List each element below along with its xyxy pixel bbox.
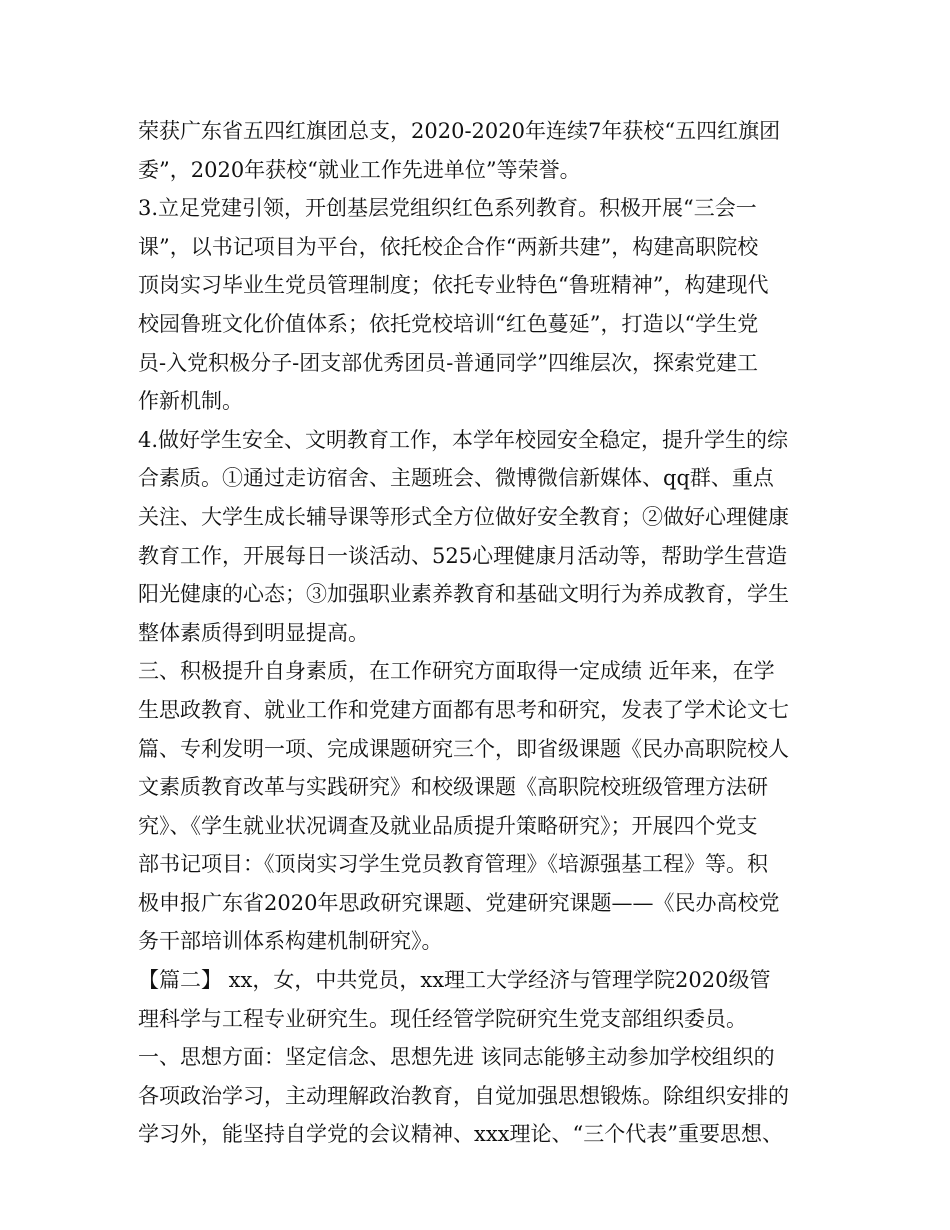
document-body: [138, 112, 828, 1154]
text-line: 阳光健康的心态；③加强职业素养教育和基础文明行为养成教育，学生: [138, 582, 789, 607]
text-line: 合素质。①通过走访宿舍、主题班会、微博微信新媒体、qq群、重点: [138, 466, 774, 491]
text-line: 三、积极提升自身素质，在工作研究方面取得一定成绩 近年来，在学: [138, 659, 775, 684]
text-line: 理科学与工程专业研究生。现任经管学院研究生党支部组织委员。: [138, 1006, 747, 1031]
text-line: 3.立足党建引领，开创基层党组织红色系列教育。积极开展“三会一: [138, 196, 757, 221]
text-line: 一、思想方面：坚定信念、思想先进 该同志能够主动参加学校组织的: [138, 1045, 775, 1070]
text-line: 整体素质得到明显提高。: [138, 620, 369, 645]
text-line: 【篇二】 xx，女，中共党员，xx理工大学经济与管理学院2020级管: [138, 968, 771, 993]
text-line: 篇、专利发明一项、完成课题研究三个，即省级课题《民办高职院校人: [138, 736, 789, 761]
text-line: 部书记项目：《顶岗实习学生党员教育管理》《培源强基工程》等。积: [138, 852, 768, 877]
text-line: 作新机制。: [138, 389, 243, 414]
text-line: 关注、大学生成长辅导课等形式全方位做好安全教育；②做好心理健康: [138, 504, 789, 529]
text-line: 生思政教育、就业工作和党建方面都有思考和研究，发表了学术论文七: [138, 697, 789, 722]
text-line: 务干部培训体系构建机制研究》。: [138, 929, 443, 954]
text-line: 课”，以书记项目为平台，依托校企合作“两新共建”，构建高职院校: [138, 234, 759, 259]
text-line: 4.做好学生安全、文明教育工作，本学年校园安全稳定，提升学生的综: [138, 427, 789, 452]
text-line: 学习外，能坚持自学党的会议精神、xxx理论、“三个代表”重要思想、: [138, 1122, 783, 1147]
text-line: 校园鲁班文化价值体系；依托党校培训“红色蔓延”，打造以“学生党: [138, 311, 759, 336]
text-line: 荣获广东省五四红旗团总支，2020-2020年连续7年获校“五四红旗团: [138, 119, 781, 143]
text-line: 极申报广东省2020年思政研究课题、党建研究课题——《民办高校党: [138, 890, 780, 915]
text-line: 顶岗实习毕业生党员管理制度；依托专业特色“鲁班精神”，构建现代: [138, 273, 769, 298]
text-line: 委”，2020年获校“就业工作先进单位”等荣誉。: [138, 157, 581, 182]
text-line: 究》、《学生就业状况调查及就业品质提升策略研究》；开展四个党支: [138, 813, 758, 838]
text-line: 员-入党积极分子-团支部优秀团员-普通同学”四维层次，探索党建工: [138, 350, 759, 375]
text-line: 文素质教育改革与实践研究》和校级课题《高职院校班级管理方法研: [138, 775, 768, 800]
text-line: 各项政治学习，主动理解政治教育，自觉加强思想锻炼。除组织安排的: [138, 1083, 789, 1108]
text-line: 教育工作，开展每日一谈活动、525心理健康月活动等，帮助学生营造: [138, 543, 788, 568]
